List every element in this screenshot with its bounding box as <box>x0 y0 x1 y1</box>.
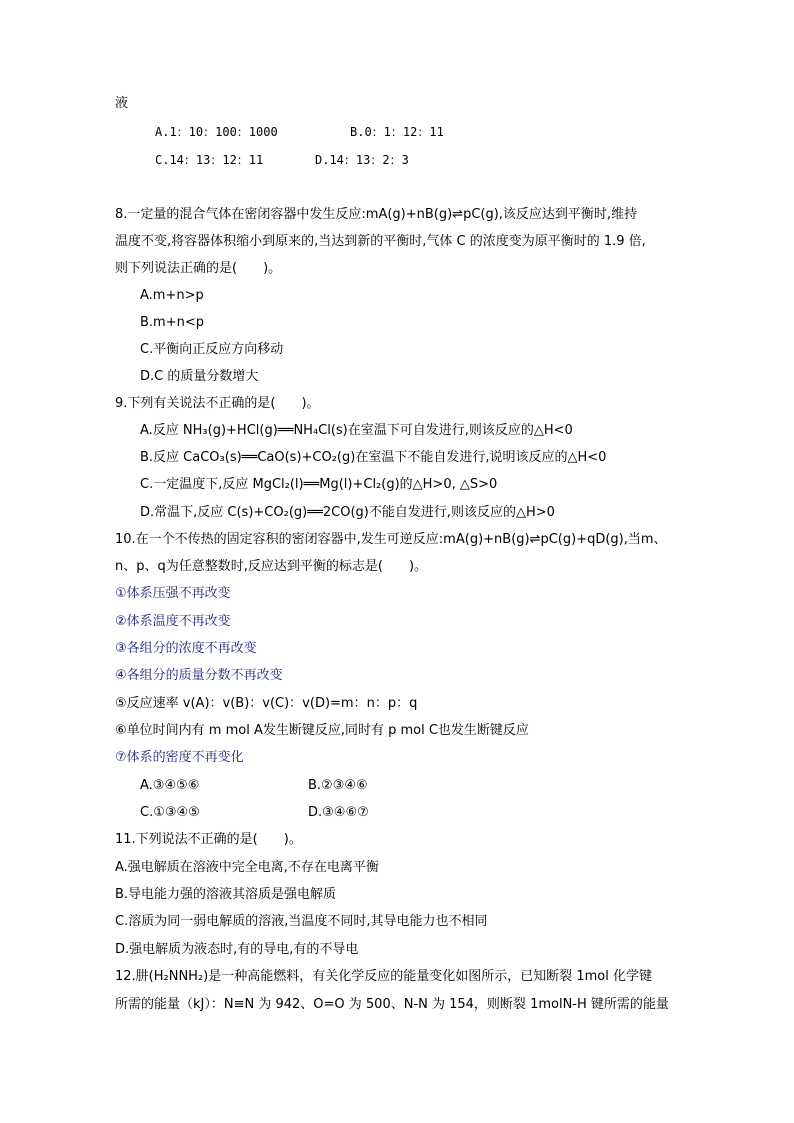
question-8-text: 则下列说法正确的是( )。 <box>115 261 282 276</box>
q8-option-a: A.m+n>p <box>140 288 204 303</box>
question-10-text: n、p、q为任意整数时,反应达到平衡的标志是( )。 <box>115 559 428 574</box>
q10-condition-4: ④各组分的质量分数不再改变 <box>115 668 283 683</box>
q10-option-d: D.③④⑥⑦ <box>308 805 369 820</box>
q10-condition-2: ②体系温度不再改变 <box>115 614 231 629</box>
question-10-text: 10.在一个不传热的固定容积的密闭容器中,发生可逆反应:mA(g)+nB(g)⇌pC(g)+qD(g),当m、 <box>115 532 667 547</box>
question-11-text: 11.下列说法不正确的是( )。 <box>115 832 302 847</box>
q10-condition-1: ①体系压强不再改变 <box>115 586 231 601</box>
q10-condition-7: ⑦体系的密度不再变化 <box>115 750 244 765</box>
question-8-text: 8.一定量的混合气体在密闭容器中发生反应:mA(g)+nB(g)⇌pC(g),该反应达到平衡时,维持 <box>115 207 638 222</box>
q11-option-c: C.溶质为同一弱电解质的溶液,当温度不同时,其导电能力也不相同 <box>115 914 488 929</box>
q10-option-c: C.①③④⑤ <box>140 805 200 820</box>
text-line: 液 <box>115 96 129 111</box>
q10-condition-5: ⑤反应速率 v(A)：v(B)：v(C)：v(D)=m：n：p：q <box>115 696 418 711</box>
q8-option-d: D.C 的质量分数增大 <box>140 369 259 384</box>
option-d: D.14：13：2：3 <box>315 153 409 167</box>
option-b: B.0：1：12：11 <box>350 125 444 139</box>
q9-option-b: B.反应 CaCO₃(s)══CaO(s)+CO₂(g)在室温下不能自发进行,说明该反应的△H<0 <box>140 450 607 465</box>
q10-option-b: B.②③④⑥ <box>308 778 368 793</box>
q11-option-d: D.强电解质为液态时,有的导电,有的不导电 <box>115 942 359 957</box>
question-8-text: 温度不变,将容器体积缩小到原来的,当达到新的平衡时,气体 C 的浓度变为原平衡时的 1.9 倍, <box>115 234 646 249</box>
q8-option-b: B.m+n<p <box>140 315 204 330</box>
q10-option-a: A.③④⑤⑥ <box>140 778 200 793</box>
question-9-text: 9.下列有关说法不正确的是( )。 <box>115 396 320 411</box>
option-c: C.14：13：12：11 <box>155 153 264 167</box>
q8-option-c: C.平衡向正反应方向移动 <box>140 342 284 357</box>
question-12-text: 所需的能量（kJ）：N≡N 为 942、O=O 为 500、N-N 为 154，则断裂 1molN-H 键所需的能量 <box>115 997 669 1012</box>
q10-condition-6: ⑥单位时间内有 m mol A发生断键反应,同时有 p mol C也发生断键反应 <box>115 723 529 738</box>
q11-option-a: A.强电解质在溶液中完全电离,不存在电离平衡 <box>115 860 379 875</box>
question-12-text: 12.肼(H₂NNH₂)是一种高能燃料，有关化学反应的能量变化如图所示，已知断裂 1mol 化学键 <box>115 969 653 984</box>
option-a: A.1：10：100：1000 <box>155 125 278 139</box>
q9-option-d: D.常温下,反应 C(s)+CO₂(g)══2CO(g)不能自发进行,则该反应的△H>0 <box>140 505 555 520</box>
q11-option-b: B.导电能力强的溶液其溶质是强电解质 <box>115 887 337 902</box>
q9-option-a: A.反应 NH₃(g)+HCl(g)══NH₄Cl(s)在室温下可自发进行,则该反应的△H<0 <box>140 423 573 438</box>
q9-option-c: C.一定温度下,反应 MgCl₂(l)══Mg(l)+Cl₂(g)的△H>0, △S>0 <box>140 477 498 492</box>
q10-condition-3: ③各组分的浓度不再改变 <box>115 641 257 656</box>
